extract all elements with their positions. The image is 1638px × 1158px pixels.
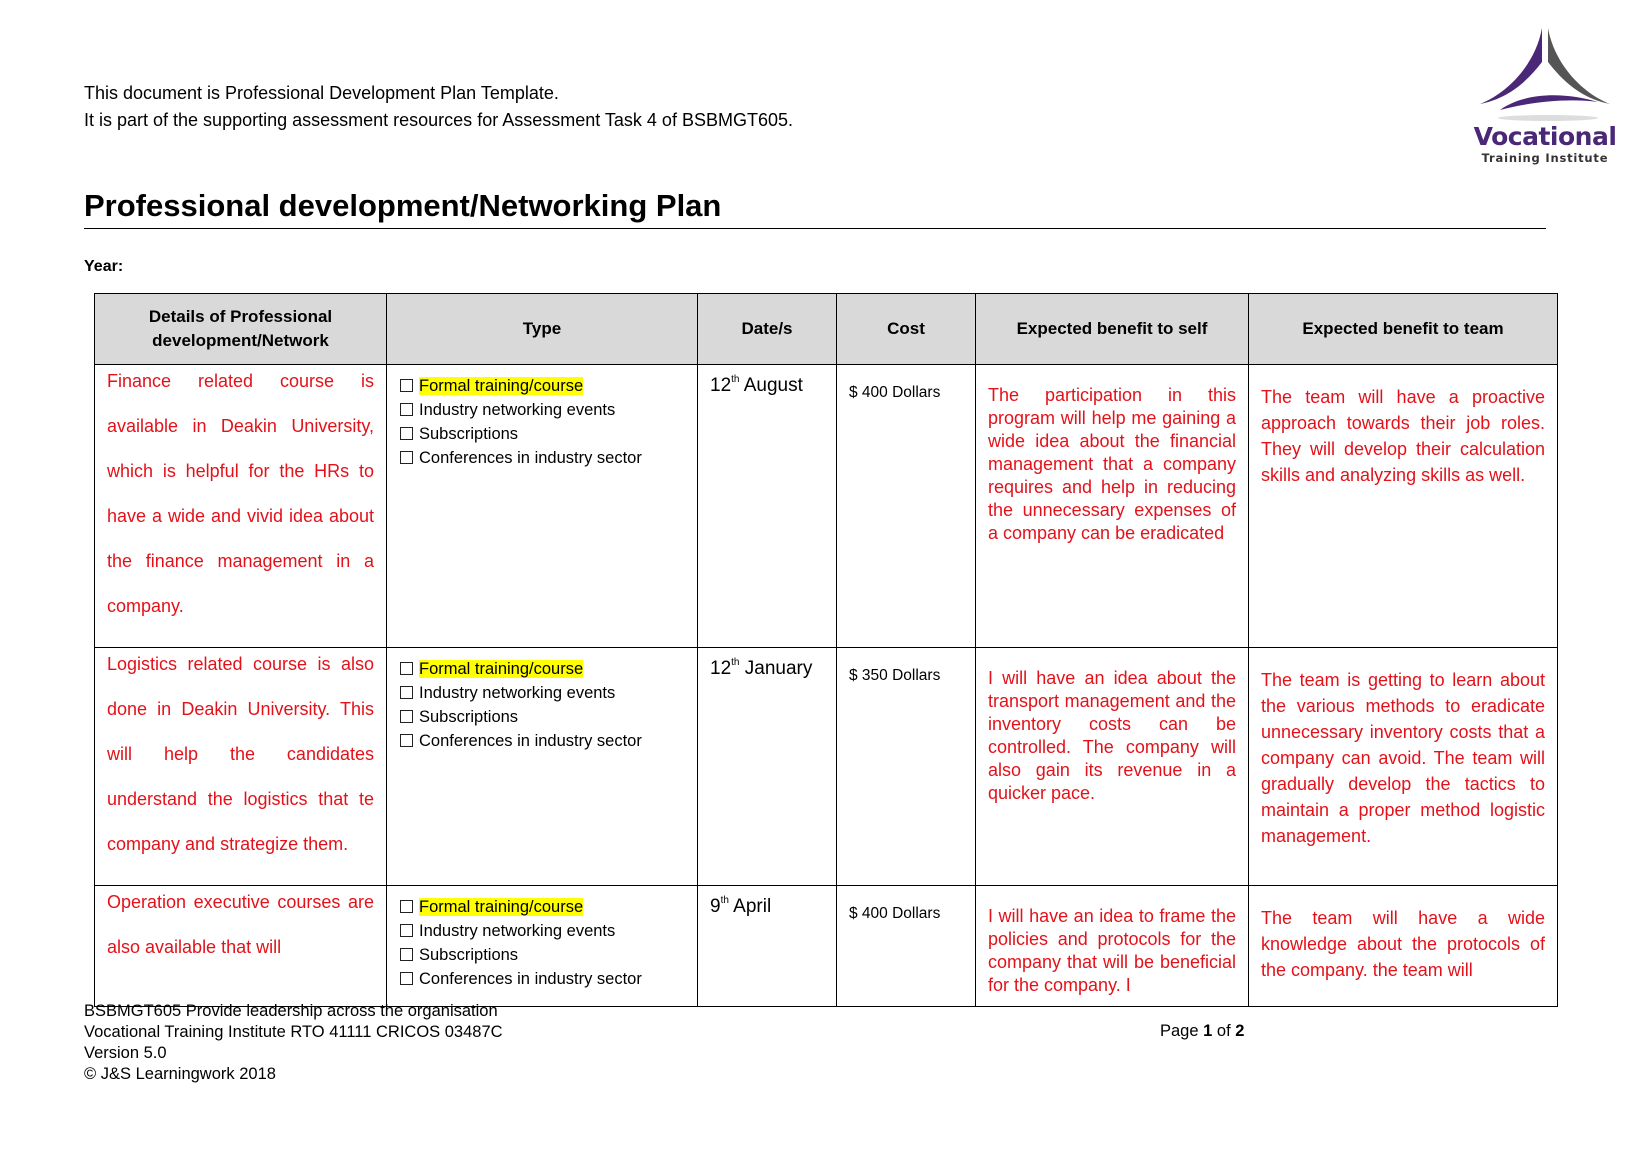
date-cell[interactable]: 9th April <box>698 886 837 1007</box>
type-option-conferences[interactable]: Conferences in industry sector <box>400 967 684 991</box>
checkbox-icon[interactable] <box>400 451 413 464</box>
footer-version: Version 5.0 <box>84 1044 167 1062</box>
table-row <box>95 886 1558 1007</box>
intro-text <box>84 80 793 134</box>
checkbox-icon[interactable] <box>400 948 413 961</box>
header-type: Type <box>387 294 698 365</box>
type-option-subscriptions[interactable]: Subscriptions <box>400 422 684 446</box>
footer-copyright: © J&S Learningwork 2018 <box>84 1065 276 1083</box>
cost-cell[interactable]: $ 400 Dollars <box>837 365 976 648</box>
checkbox-icon[interactable] <box>400 427 413 440</box>
date-cell[interactable]: 12th August <box>698 365 837 648</box>
benefit-team-cell[interactable]: The team will have a wide knowledge about the protocols of the company. the team will <box>1249 886 1558 1007</box>
logo-subtitle: Training Institute <box>1481 151 1609 165</box>
checkbox-icon[interactable] <box>400 379 413 392</box>
header-details: Details of Professional development/Network <box>95 294 387 365</box>
checkbox-icon[interactable] <box>400 972 413 985</box>
type-cell <box>387 648 698 886</box>
table-row <box>95 365 1558 648</box>
logo-triangle-icon <box>1470 22 1620 127</box>
benefit-self-cell[interactable]: The participation in this program will help me gaining a wide idea about the financial management that a company requires and help in reducing the unnecessary expenses of a company can be eradicated <box>976 365 1249 648</box>
table-row <box>95 648 1558 886</box>
type-option-conferences[interactable]: Conferences in industry sector <box>400 729 684 753</box>
type-option-formal-training[interactable]: Formal training/course <box>400 657 684 681</box>
type-cell <box>387 886 698 1007</box>
footer-rto: Vocational Training Institute RTO 41111 CRICOS 03487C <box>84 1023 503 1041</box>
checkbox-icon[interactable] <box>400 686 413 699</box>
type-cell <box>387 365 698 648</box>
type-option-networking-events[interactable]: Industry networking events <box>400 681 684 705</box>
year-label: Year: <box>84 258 124 275</box>
benefit-team-cell[interactable]: The team will have a proactive approach towards their job roles. They will develop their calculation skills and analyzing skills as well. <box>1249 365 1558 648</box>
type-option-networking-events[interactable]: Industry networking events <box>400 398 684 422</box>
header-dates: Date/s <box>698 294 837 365</box>
logo-wordmark: Vocational <box>1473 122 1617 151</box>
page-footer <box>84 1001 503 1085</box>
checkbox-icon[interactable] <box>400 710 413 723</box>
benefit-self-cell[interactable]: I will have an idea to frame the policies and protocols for the company that will be beneficial for the company. I <box>976 886 1249 1007</box>
checkbox-icon[interactable] <box>400 662 413 675</box>
header-cost: Cost <box>837 294 976 365</box>
development-plan-table <box>94 293 1558 1007</box>
details-cell[interactable]: Operation executive courses are also available that will <box>95 886 387 1007</box>
details-cell[interactable]: Finance related course is available in Deakin University, which is helpful for the HRs to have a wide and vivid idea about the finance management in a company. <box>95 365 387 648</box>
intro-line-1: This document is Professional Development Plan Template. <box>84 83 559 103</box>
vocational-training-institute-logo <box>1470 22 1620 165</box>
checkbox-icon[interactable] <box>400 900 413 913</box>
type-option-conferences[interactable]: Conferences in industry sector <box>400 446 684 470</box>
cost-cell[interactable]: $ 400 Dollars <box>837 886 976 1007</box>
date-cell[interactable]: 12th January <box>698 648 837 886</box>
type-option-formal-training[interactable]: Formal training/course <box>400 374 684 398</box>
checkbox-icon[interactable] <box>400 403 413 416</box>
page-title: Professional development/Networking Plan <box>84 188 1546 229</box>
checkbox-icon[interactable] <box>400 734 413 747</box>
type-option-subscriptions[interactable]: Subscriptions <box>400 943 684 967</box>
cost-cell[interactable]: $ 350 Dollars <box>837 648 976 886</box>
details-cell[interactable]: Logistics related course is also done in Deakin University. This will help the candidates understand the logistics that te company and strategize them. <box>95 648 387 886</box>
footer-unit: BSBMGT605 Provide leadership across the organisation <box>84 1002 498 1020</box>
page-number: Page 1 of 2 <box>1160 1022 1245 1040</box>
header-benefit-team: Expected benefit to team <box>1249 294 1558 365</box>
table-header-row <box>95 294 1558 365</box>
type-option-formal-training[interactable]: Formal training/course <box>400 895 684 919</box>
type-option-subscriptions[interactable]: Subscriptions <box>400 705 684 729</box>
checkbox-icon[interactable] <box>400 924 413 937</box>
benefit-team-cell[interactable]: The team is getting to learn about the various methods to eradicate unnecessary inventory costs that a company can avoid. The team will gradually develop the tactics to maintain a proper method logistic management. <box>1249 648 1558 886</box>
intro-line-2: It is part of the supporting assessment resources for Assessment Task 4 of BSBMGT605. <box>84 110 793 130</box>
header-benefit-self: Expected benefit to self <box>976 294 1249 365</box>
benefit-self-cell[interactable]: I will have an idea about the transport management and the inventory costs can be controlled. The company will also gain its revenue in a quicker pace. <box>976 648 1249 886</box>
type-option-networking-events[interactable]: Industry networking events <box>400 919 684 943</box>
